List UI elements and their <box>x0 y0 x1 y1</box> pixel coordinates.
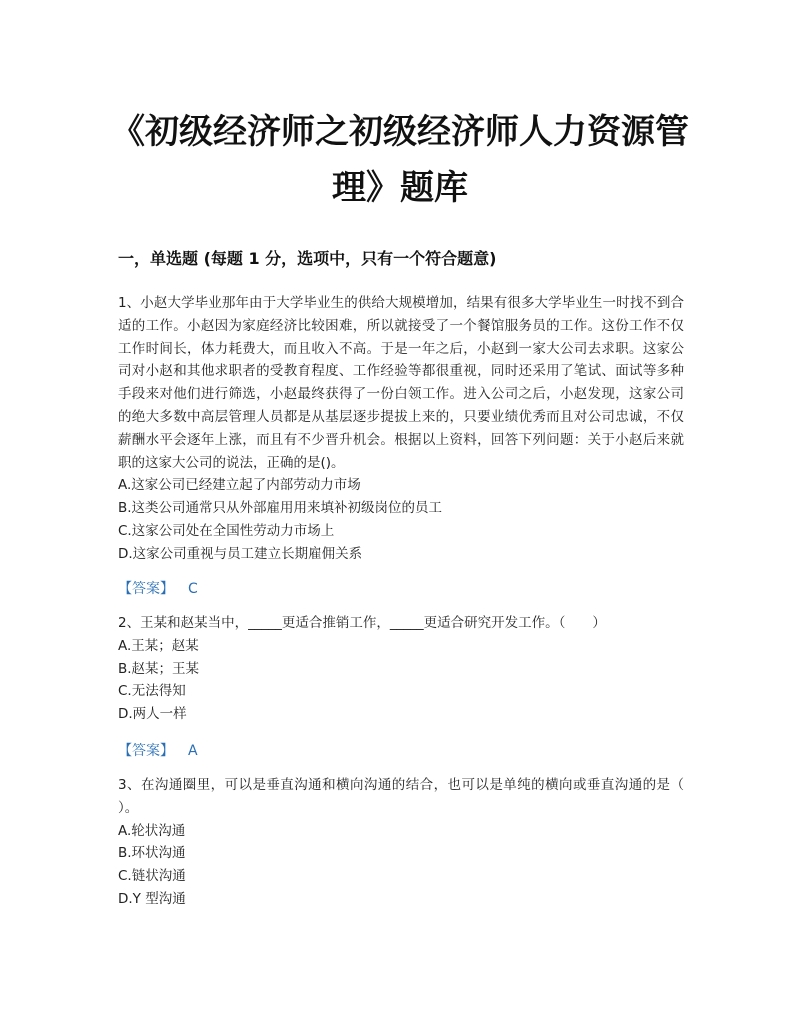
question-2 <box>118 612 684 726</box>
question-2-option-c: C.无法得知 <box>118 683 186 700</box>
question-1-answer <box>118 578 198 598</box>
question-1-option-d: D.这家公司重视与员工建立长期雇佣关系 <box>118 545 363 562</box>
question-3-option-c: C.链状沟通 <box>118 868 186 885</box>
answer-value: C <box>188 581 198 597</box>
question-2-option-d: D.两人一样 <box>118 706 187 723</box>
question-1-option-b: B.这类公司通常只从外部雇用用来填补初级岗位的员工 <box>118 500 443 517</box>
question-3 <box>118 774 684 911</box>
question-2-option-a: A.王某；赵某 <box>118 637 199 654</box>
question-3-option-a: A.轮状沟通 <box>118 822 186 839</box>
question-1-options <box>118 474 684 565</box>
document-title: 《初级经济师之初级经济师人力资源管理》题库 <box>111 112 689 208</box>
question-3-stem: 3、在沟通圈里，可以是垂直沟通和横向沟通的结合，也可以是单纯的横向或垂直沟通的是（ ）。 <box>118 777 684 816</box>
question-2-stem: 2、王某和赵某当中，_____更适合推销工作，_____更适合研究开发工作。（ ） <box>118 615 606 631</box>
answer-value: A <box>188 743 198 759</box>
question-2-options <box>118 635 684 726</box>
question-3-option-d: D.Y 型沟通 <box>118 890 186 907</box>
question-2-option-b: B.赵某；王某 <box>118 660 200 677</box>
question-1-stem: 1、小赵大学毕业那年由于大学毕业生的供给大规模增加，结果有很多大学毕业生一时找不到合适的工作。小赵因为家庭经济比较困难，所以就接受了一个餐馆服务员的工作。这份工作不仅工作时间长，体力耗费大，而且收入不高。于是一年之后，小赵到一家大公司去求职。这家公司对小赵和其他求职者的受教育程度、工作经验等都很重视，同时还采用了笔试、面试等多种手段来对他们进行筛选，小赵最终获得了一份白领工作。进入公司之后，小赵发现，这家公司的绝大多数中高层管理人员都是从基层逐步提拔上来的，只要业绩优秀而且对公司忠诚，不仅薪酬水平会逐年上涨，而且有不少晋升机会。根据以上资料，回答下列问题：关于小赵后来就职的这家大公司的说法，正确的是()。 <box>118 295 684 471</box>
question-1-option-a: A.这家公司已经建立起了内部劳动力市场 <box>118 477 361 494</box>
answer-label: 【答案】 <box>118 581 174 597</box>
question-3-options <box>118 820 684 911</box>
section-heading: 一，单选题 (每题 1 分，选项中，只有一个符合题意) <box>118 249 497 268</box>
question-2-answer <box>118 740 198 760</box>
question-3-option-b: B.环状沟通 <box>118 845 186 862</box>
question-1-option-c: C.这家公司处在全国性劳动力市场上 <box>118 522 335 539</box>
question-1 <box>118 292 684 566</box>
answer-label: 【答案】 <box>118 743 174 759</box>
